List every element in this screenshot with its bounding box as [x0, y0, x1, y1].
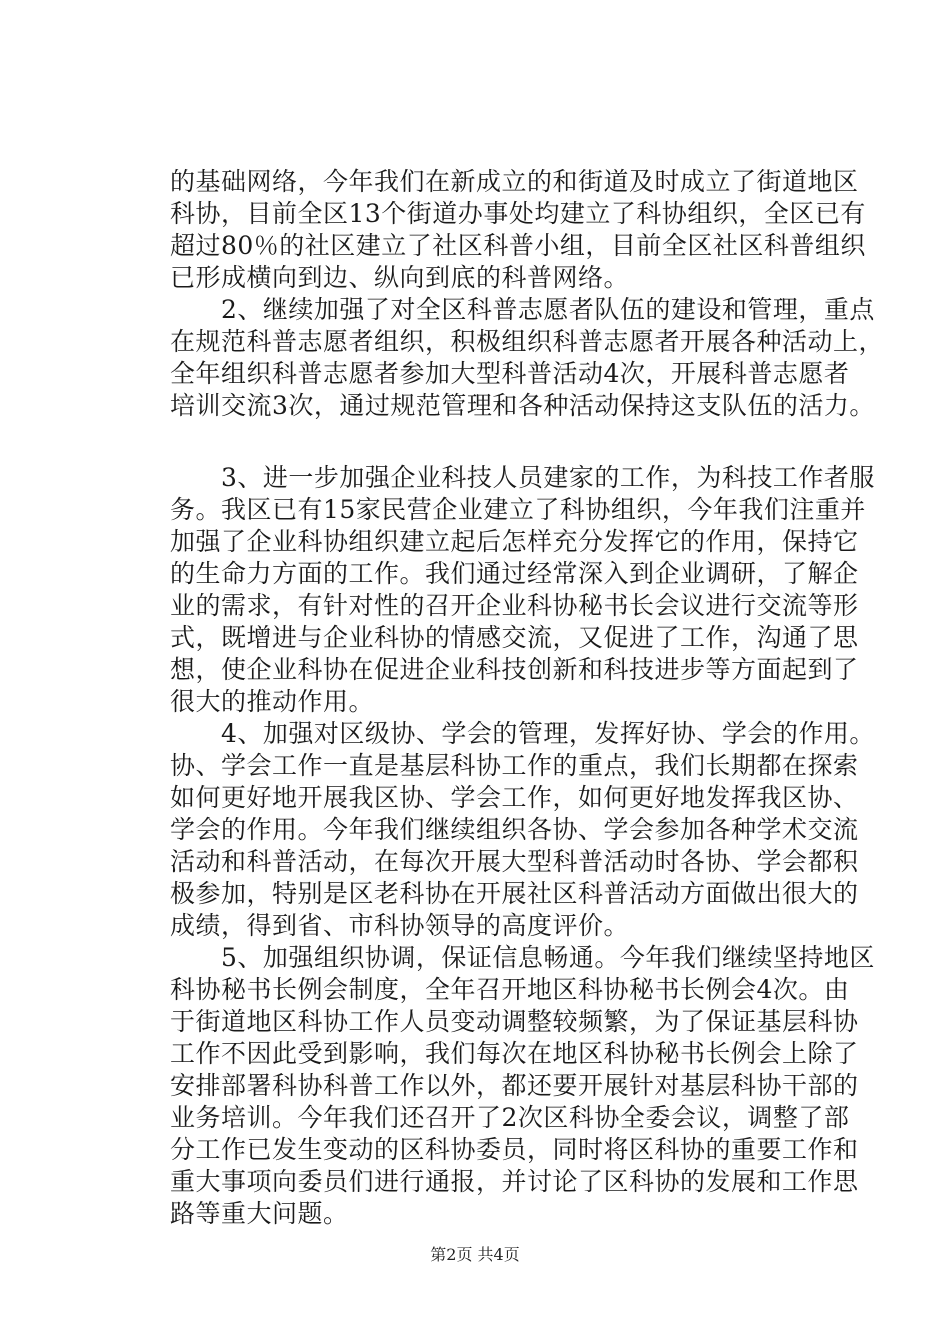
paragraph-item-3 [170, 462, 875, 718]
text-line: 工作不因此受到影响，我们每次在地区科协秘书长例会上除了 [170, 1039, 859, 1068]
page-number-footer: 第2页 共4页 [430, 1245, 520, 1264]
text-line: 3、进一步加强企业科技人员建家的工作，为科技工作者服 [170, 463, 875, 492]
text-line: 的生命力方面的工作。我们通过经常深入到企业调研，了解企 [170, 559, 859, 588]
text-line: 培训交流3次，通过规范管理和各种活动保持这支队伍的活力。 [170, 391, 875, 420]
text-line: 2、继续加强了对全区科普志愿者队伍的建设和管理，重点 [170, 295, 875, 324]
text-line: 5、加强组织协调，保证信息畅通。今年我们继续坚持地区 [170, 943, 875, 972]
text-line: 4、加强对区级协、学会的管理，发挥好协、学会的作用。 [170, 719, 875, 748]
text-line: 科协，目前全区13个街道办事处均建立了科协组织，全区已有 [170, 199, 866, 228]
text-line: 重大事项向委员们进行通报，并讨论了区科协的发展和工作思 [170, 1167, 859, 1196]
paragraph-item-4 [170, 718, 875, 942]
paragraph-item-2 [170, 294, 885, 422]
text-line: 科协秘书长例会制度，全年召开地区科协秘书长例会4次。由 [170, 975, 850, 1004]
text-line: 业务培训。今年我们还召开了2次区科协全委会议，调整了部 [170, 1103, 850, 1132]
text-line: 业的需求，有针对性的召开企业科协秘书长会议进行交流等形 [170, 591, 859, 620]
text-line: 活动和科普活动，在每次开展大型科普活动时各协、学会都积 [170, 847, 859, 876]
paragraph-item-5 [170, 942, 875, 1230]
text-line: 在规范科普志愿者组织，积极组织科普志愿者开展各种活动上， [170, 327, 885, 356]
text-line: 想，使企业科协在促进企业科技创新和科技进步等方面起到了 [170, 655, 859, 684]
text-line: 加强了企业科协组织建立起后怎样充分发挥它的作用，保持它 [170, 527, 859, 556]
text-line: 式，既增进与企业科协的情感交流，又促进了工作，沟通了思 [170, 623, 859, 652]
text-line: 于街道地区科协工作人员变动调整较频繁，为了保证基层科协 [170, 1007, 859, 1036]
text-line: 如何更好地开展我区协、学会工作，如何更好地发挥我区协、 [170, 783, 859, 812]
paragraph-spacer [170, 422, 835, 462]
document-body [170, 166, 885, 1230]
text-line: 务。我区已有15家民营企业建立了科协组织，今年我们注重并 [170, 495, 866, 524]
text-line: 的基础网络，今年我们在新成立的和街道及时成立了街道地区 [170, 167, 859, 196]
text-line: 很大的推动作用。 [170, 687, 375, 716]
text-line: 协、学会工作一直是基层科协工作的重点，我们长期都在探索 [170, 751, 859, 780]
text-line: 分工作已发生变动的区科协委员，同时将区科协的重要工作和 [170, 1135, 859, 1164]
text-line: 极参加，特别是区老科协在开展社区科普活动方面做出很大的 [170, 879, 859, 908]
text-line: 安排部署科协科普工作以外，都还要开展针对基层科协干部的 [170, 1071, 859, 1100]
text-line: 学会的作用。今年我们继续组织各协、学会参加各种学术交流 [170, 815, 859, 844]
text-line: 路等重大问题。 [170, 1199, 349, 1228]
text-line: 成绩，得到省、市科协领导的高度评价。 [170, 911, 630, 940]
text-line: 已形成横向到边、纵向到底的科普网络。 [170, 263, 630, 292]
text-line: 超过80％的社区建立了社区科普小组，目前全区社区科普组织 [170, 231, 866, 260]
paragraph-network [170, 166, 866, 294]
text-line: 全年组织科普志愿者参加大型科普活动4次，开展科普志愿者 [170, 359, 850, 388]
